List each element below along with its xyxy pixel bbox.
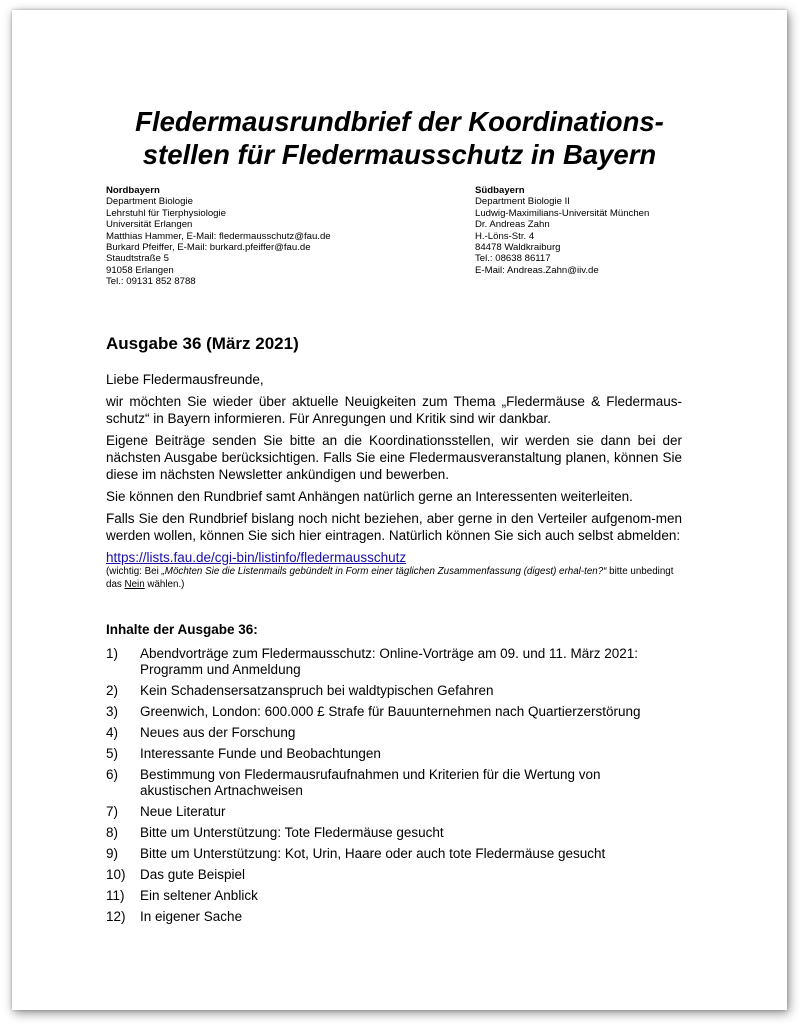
list-item	[106, 746, 666, 762]
list-item	[106, 683, 666, 699]
address-line: Dr. Andreas Zahn	[475, 219, 550, 231]
address-line: Department Biologie	[106, 196, 193, 208]
item-text: Das gute Beispiel	[140, 867, 246, 882]
intro-section	[106, 371, 682, 596]
address-line: H.-Löns-Str. 4	[475, 230, 535, 242]
note-middle: bitte unbedingt das	[106, 566, 674, 590]
item-number: 7)	[106, 804, 119, 819]
title-line-2: stellen für Fledermausschutz in Bayern	[142, 139, 657, 170]
list-item	[106, 704, 666, 720]
address-line: Burkard Pfeiffer, E-Mail: burkard.pfeiffer@fau.de	[106, 242, 311, 254]
item-number: 12)	[106, 909, 126, 924]
list-item	[106, 888, 666, 904]
address-line: Matthias Hammer, E-Mail: fledermausschutz@fau.de	[106, 230, 331, 242]
list-item	[106, 846, 666, 862]
address-line: E-Mail: Andreas.Zahn@iiv.de	[475, 264, 599, 276]
item-text: Neue Literatur	[140, 804, 226, 819]
address-line: Tel.: 08638 86117	[475, 253, 551, 265]
item-text: Bestimmung von Fledermausrufaufnahmen und Kriterien für die Wertung von akustischen Artnachweisen	[140, 767, 601, 798]
item-text: Interessante Funde und Beobachtungen	[140, 746, 381, 761]
item-text: Kein Schadensersatzanspruch bei waldtypischen Gefahren	[140, 683, 494, 698]
note-question: „Möchten Sie die Listenmails gebündelt in Form einer täglichen Zusammenfassung (digest) erhal-ten?“	[161, 566, 607, 577]
address-line: 91058 Erlangen	[106, 264, 174, 276]
address-line: Universität Erlangen	[106, 219, 193, 231]
issue-heading: Ausgabe 36 (März 2021)	[106, 334, 299, 353]
list-item	[106, 804, 666, 820]
list-item	[106, 867, 666, 883]
address-line: Lehrstuhl für Tierphysiologie	[106, 207, 226, 219]
item-number: 4)	[106, 725, 119, 740]
list-item	[106, 646, 666, 678]
address-line: Department Biologie II	[475, 196, 570, 208]
item-text: In eigener Sache	[140, 909, 243, 924]
item-number: 6)	[106, 767, 119, 782]
note-answer: Nein	[124, 578, 145, 590]
item-number: 3)	[106, 704, 119, 719]
item-text: Greenwich, London: 600.000 £ Strafe für Bauunternehmen nach Quartierzerstörung	[140, 704, 641, 719]
intro-paragraph: Falls Sie den Rundbrief bislang noch nicht beziehen, aber gerne in den Verteiler aufgenom-men werden wollen, können Sie sich hier eintragen. Natürlich können Sie sich auch selbst abmelden:	[106, 511, 682, 543]
item-text: Neues aus der Forschung	[140, 725, 296, 740]
item-text: Bitte um Unterstützung: Kot, Urin, Haare oder auch tote Fledermäuse gesucht	[140, 846, 606, 861]
item-text: Bitte um Unterstützung: Tote Fledermäuse gesucht	[140, 825, 444, 840]
address-line: Ludwig-Maximilians-Universität München	[475, 207, 650, 219]
note-prefix: (wichtig: Bei	[106, 566, 162, 577]
item-number: 10)	[106, 867, 126, 882]
item-number: 9)	[106, 846, 119, 861]
item-text: Ein seltener Anblick	[140, 888, 258, 903]
intro-paragraph: wir möchten Sie wieder über aktuelle Neuigkeiten zum Thema „Fledermäuse & Fledermaus-schutz“ in Bayern informieren. Für Anregungen und Kritik sind wir dankbar.	[106, 394, 682, 426]
address-line: Tel.: 09131 852 8788	[106, 276, 196, 288]
title-line-1: Fledermausrundbrief der Koordinations-	[135, 106, 664, 137]
note-suffix: wählen.)	[144, 578, 185, 590]
greeting: Liebe Fledermausfreunde,	[106, 372, 264, 387]
address-line: 84478 Waldkraiburg	[475, 242, 561, 254]
item-number: 1)	[106, 646, 119, 661]
item-number: 5)	[106, 746, 119, 761]
item-number: 2)	[106, 683, 119, 698]
list-item	[106, 725, 666, 741]
mailing-list-link[interactable]: https://lists.fau.de/cgi-bin/listinfo/fledermausschutz	[106, 550, 407, 565]
item-text: Abendvorträge zum Fledermausschutz: Online-Vorträge am 09. und 11. März 2021: Programm und Anmeldung	[140, 646, 639, 677]
item-number: 8)	[106, 825, 119, 840]
newsletter-page	[12, 10, 787, 1010]
address-suedbayern	[475, 185, 649, 276]
list-item	[106, 825, 666, 841]
address-nordbayern	[106, 185, 331, 288]
address-heading: Nordbayern	[106, 185, 160, 196]
address-heading: Südbayern	[475, 185, 525, 196]
list-item	[106, 909, 666, 925]
address-line: Staudtstraße 5	[106, 253, 169, 265]
intro-paragraph: Eigene Beiträge senden Sie bitte an die Koordinationsstellen, wir werden sie dann bei der nächsten Ausgabe berücksichtigen. Falls Sie eine Fledermausveranstaltung planen, können Sie diese im nächsten Newsletter ankündigen und bewerben.	[106, 433, 682, 482]
contents-list	[106, 646, 666, 930]
subscription-note	[106, 566, 682, 591]
item-number: 11)	[106, 888, 125, 903]
list-item	[106, 767, 666, 799]
intro-paragraph: Sie können den Rundbrief samt Anhängen natürlich gerne an Interessenten weiterleiten.	[106, 489, 633, 504]
page-title	[12, 105, 787, 171]
contents-heading: Inhalte der Ausgabe 36:	[106, 622, 258, 637]
